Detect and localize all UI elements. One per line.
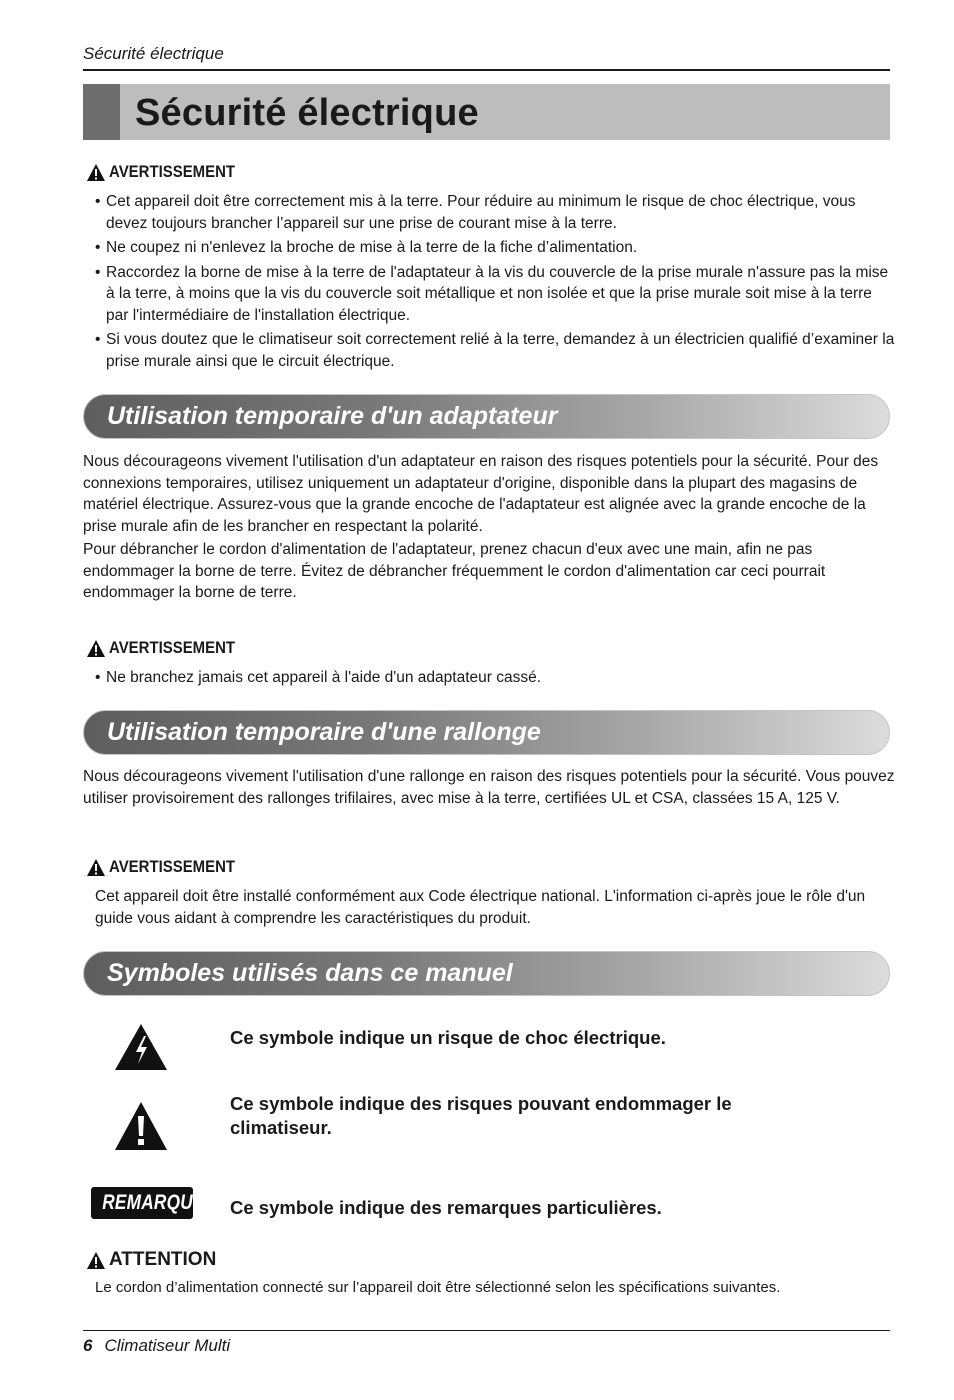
section-heading-extension (83, 710, 890, 755)
paragraph: Nous décourageons vivement l'utilisation d'un adaptateur en raison des risques potentiels pour la sécurité. Pour des connexions temporaires, utilisez uniquement un adaptateur d'origine, disponible dans la plupart des magasins de matériel électrique. Assurez-vous que la grande encoche de l'adaptateur est alignée avec la grande encoche de la prise murale afin de les brancher en respectant la polarité. (83, 453, 879, 535)
warning-triangle-icon (86, 639, 106, 658)
list-item: • Si vous doutez que le climatiseur soit correctement relié à la terre, demandez à un électricien qualifié d’examiner la prise murale ainsi que le circuit électrique. (95, 329, 895, 372)
warning-heading: AVERTISSEMENT (86, 638, 252, 658)
list-item: • Cet appareil doit être correctement mis à la terre. Pour réduire au minimum le risque de choc électrique, vous devez toujours brancher l’appareil sur une prise de courant mise à la terre. (95, 191, 895, 234)
warning-triangle-icon (86, 1251, 106, 1270)
paragraph: Cet appareil doit être installé conformément aux Code électrique national. L'information ci-après joue le rôle d'un guide vous aidant à comprendre les caractéristiques du produit. (95, 888, 866, 927)
page-number: 6 (83, 1336, 93, 1355)
symbol-description: Ce symbole indique des remarques particulières. (230, 1197, 662, 1218)
adapter-paragraphs (83, 451, 895, 606)
electric-shock-warning-icon (113, 1022, 169, 1072)
warning-text (95, 886, 895, 931)
page-footer (83, 1336, 230, 1356)
warning-heading: AVERTISSEMENT (86, 857, 252, 877)
warning-heading: AVERTISSEMENT (86, 162, 252, 182)
section-heading-adapter (83, 394, 890, 439)
paragraph: Nous décourageons vivement l'utilisation d'une rallonge en raison des risques potentiels pour la sécurité. Vous pouvez utiliser provisoirement des rallonges trifilaires, avec mise à la terre, certifiées UL et CSA, classées 15 A, 125 V. (83, 768, 895, 807)
symbol-description: Ce symbole indique des risques pouvant endommager le climatiseur. (230, 1093, 732, 1138)
attention-heading: ATTENTION (86, 1249, 216, 1271)
warning-list (95, 667, 895, 692)
remarque-badge: REMARQUE (91, 1187, 193, 1219)
section-title: Symboles utilisés dans ce manuel (107, 959, 513, 987)
warning-triangle-icon (86, 858, 106, 877)
list-item: • Raccordez la borne de mise à la terre de l'adaptateur à la vis du couvercle de la prise murale n'assure pas la mise à la terre, à moins que la vis du couvercle soit métallique et non isolée et que la prise murale soit mise à la terre par l'intermédiaire de l'installation électrique. (95, 262, 895, 327)
manual-name: Climatiseur Multi (104, 1336, 231, 1355)
list-item: • Ne branchez jamais cet appareil à l'aide d'un adaptateur cassé. (95, 667, 895, 689)
warning-triangle-icon (86, 163, 106, 182)
exclamation-warning-icon (113, 1100, 169, 1152)
symbol-description: Ce symbole indique un risque de choc électrique. (230, 1027, 666, 1048)
page-title: Sécurité électrique (135, 92, 479, 134)
header-rule (83, 69, 890, 71)
footer-rule (83, 1330, 890, 1331)
extension-paragraph (83, 766, 895, 811)
running-header: Sécurité électrique (83, 44, 224, 63)
warning-list (95, 191, 895, 375)
page-title-band (83, 84, 890, 140)
paragraph: Pour débrancher le cordon d'alimentation de l'adaptateur, prenez chacun d'eux avec une main, afin ne pas endommager la borne de terre. Évitez de débrancher fréquemment le cordon d'alimentation car ceci pourrait endommager la borne de terre. (83, 541, 826, 601)
list-item: • Ne coupez ni n'enlevez la broche de mise à la terre de la fiche d’alimentation. (95, 237, 895, 259)
section-heading-symbols (83, 951, 890, 996)
title-accent-block (83, 84, 120, 140)
attention-text: Le cordon d’alimentation connecté sur l’appareil doit être sélectionné selon les spécifications suivantes. (95, 1279, 781, 1296)
section-title: Utilisation temporaire d'une rallonge (107, 718, 541, 746)
section-title: Utilisation temporaire d'un adaptateur (107, 402, 558, 430)
